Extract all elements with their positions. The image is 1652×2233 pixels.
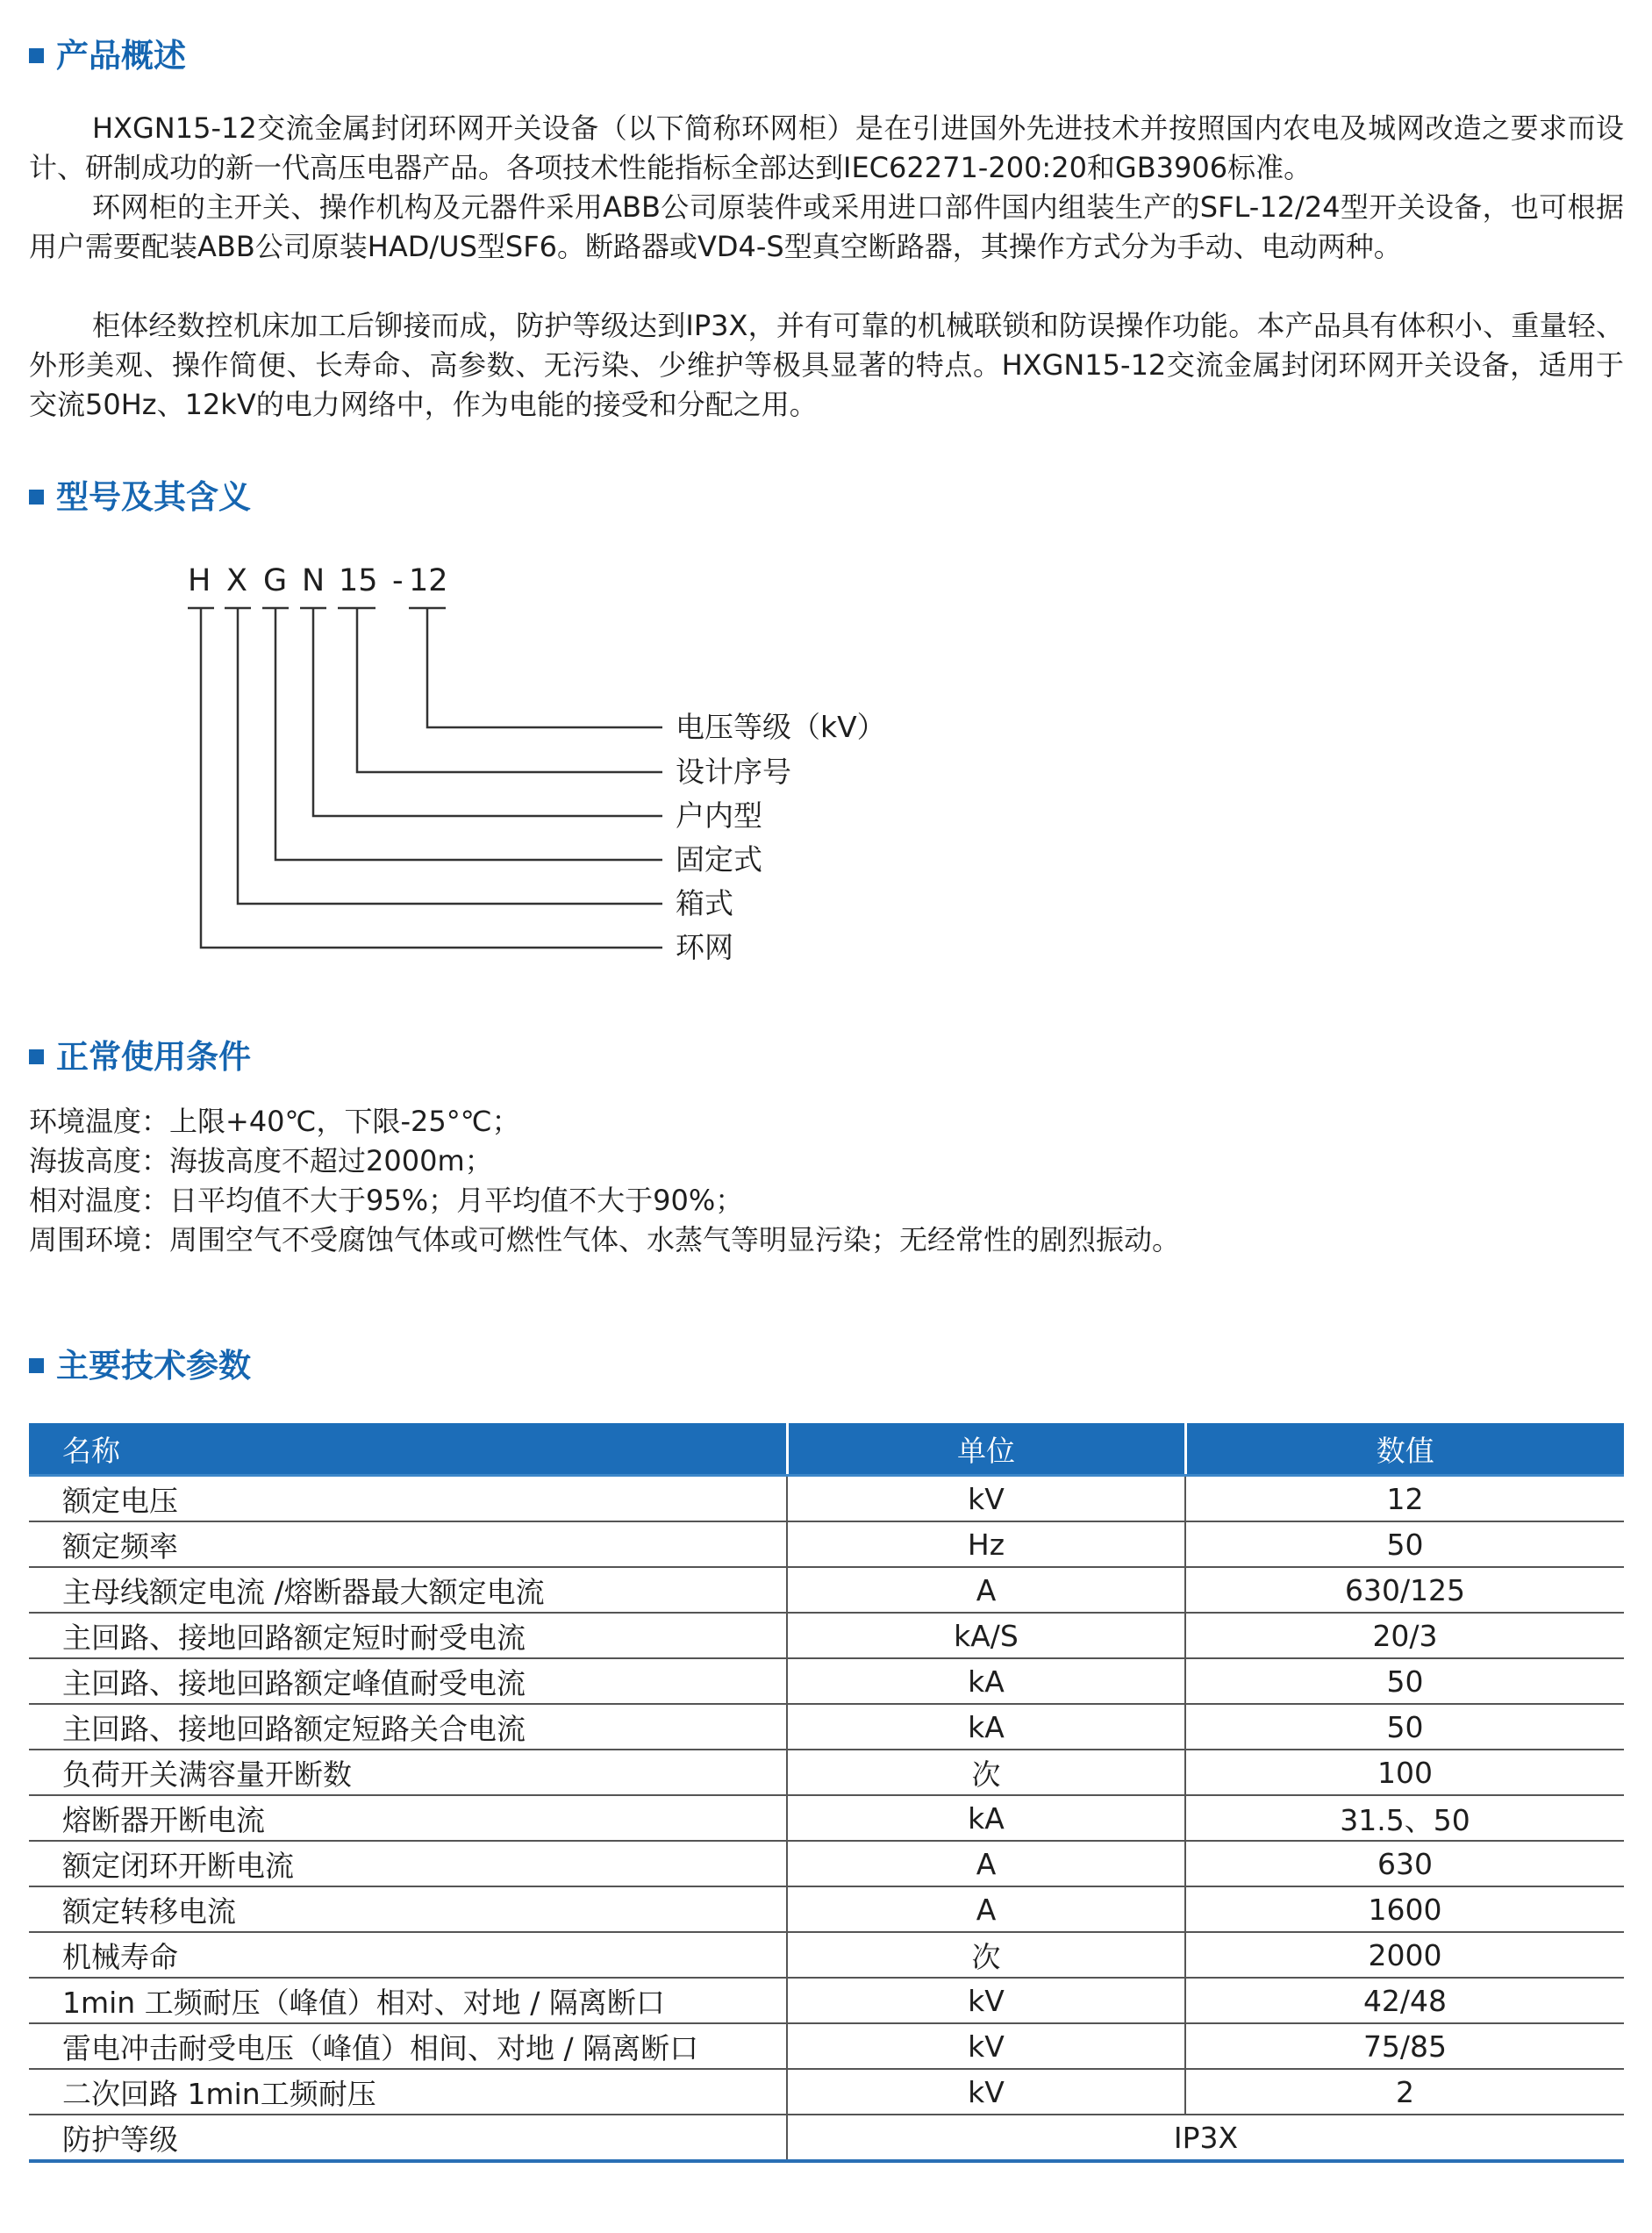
param-unit: A — [787, 1567, 1185, 1613]
param-value: 50 — [1185, 1521, 1624, 1567]
section-heading-conditions: 正常使用条件 — [29, 1038, 251, 1077]
param-name: 雷电冲击耐受电压（峰值）相间、对地 / 隔离断口 — [29, 2023, 787, 2069]
table-row — [29, 2115, 1624, 2161]
table-row — [29, 1750, 1624, 1795]
param-unit: Hz — [787, 1521, 1185, 1567]
model-letter: X — [226, 563, 247, 598]
table-row — [29, 1613, 1624, 1658]
table-row — [29, 1521, 1624, 1567]
param-name: 1min 工频耐压（峰值）相对、对地 / 隔离断口 — [29, 1978, 787, 2023]
model-letter: N — [302, 563, 325, 598]
condition-altitude: 海拔高度：海拔高度不超过2000m； — [29, 1144, 493, 1177]
model-letter: G — [263, 563, 288, 598]
param-value: 50 — [1185, 1704, 1624, 1750]
table-row — [29, 1795, 1624, 1841]
param-value: 1600 — [1185, 1886, 1624, 1932]
param-unit: 次 — [787, 1932, 1185, 1978]
param-name: 额定闭环开断电流 — [29, 1841, 787, 1886]
param-value: 50 — [1185, 1658, 1624, 1704]
param-name: 机械寿命 — [29, 1932, 787, 1978]
table-row — [29, 1841, 1624, 1886]
model-meaning-box: 箱式 — [676, 886, 733, 920]
param-unit: A — [787, 1886, 1185, 1932]
param-name: 主回路、接地回路额定峰值耐受电流 — [29, 1658, 787, 1704]
table-row — [29, 1932, 1624, 1978]
param-unit: kA — [787, 1658, 1185, 1704]
param-value: 75/85 — [1185, 2023, 1624, 2069]
param-name: 熔断器开断电流 — [29, 1795, 787, 1841]
param-value: 31.5、50 — [1185, 1795, 1624, 1841]
model-meaning-design: 设计序号 — [676, 755, 791, 789]
model-dash: - — [392, 563, 404, 598]
table-row — [29, 1476, 1624, 1522]
model-voltage: 12 — [409, 563, 448, 598]
param-value: IP3X — [787, 2115, 1624, 2161]
param-name: 主母线额定电流 /熔断器最大额定电流 — [29, 1567, 787, 1613]
condition-temperature: 环境温度：上限+40℃，下限-25°℃； — [29, 1105, 520, 1138]
param-name: 主回路、接地回路额定短时耐受电流 — [29, 1613, 787, 1658]
header-name: 名称 — [29, 1423, 787, 1476]
param-unit: kV — [787, 2023, 1185, 2069]
section-heading-overview: 产品概述 — [29, 37, 186, 75]
param-value: 2 — [1185, 2069, 1624, 2115]
param-unit: kV — [787, 1476, 1185, 1522]
header-value: 数值 — [1185, 1423, 1624, 1476]
param-unit: 次 — [787, 1750, 1185, 1795]
param-unit: kA/S — [787, 1613, 1185, 1658]
param-name: 主回路、接地回路额定短路关合电流 — [29, 1704, 787, 1750]
param-value: 2000 — [1185, 1932, 1624, 1978]
table-row — [29, 2023, 1624, 2069]
model-connector-lines — [0, 0, 1652, 983]
model-letter: H — [188, 563, 211, 598]
table-row — [29, 1658, 1624, 1704]
param-name: 额定转移电流 — [29, 1886, 787, 1932]
param-unit: kV — [787, 2069, 1185, 2115]
condition-humidity: 相对温度：日平均值不大于95%；月平均值不大于90%； — [29, 1184, 744, 1217]
table-header-row — [29, 1423, 1624, 1476]
model-meaning-ring: 环网 — [676, 930, 733, 964]
table-row — [29, 2069, 1624, 2115]
table-row — [29, 1978, 1624, 2023]
overview-paragraph-2: 环网柜的主开关、操作机构及元器件采用ABB公司原装件或采用进口部件国内组装生产的SFL-12/24型开关设备，也可根据用户需要配装ABB公司原装HAD/US型SF6。断路器或VD4-S型真空断路器，其操作方式分为手动、电动两种。 — [29, 190, 1624, 263]
param-value: 630 — [1185, 1841, 1624, 1886]
params-table — [29, 1423, 1624, 2163]
table-row — [29, 1704, 1624, 1750]
param-name: 负荷开关满容量开断数 — [29, 1750, 787, 1795]
param-name: 额定电压 — [29, 1476, 787, 1522]
model-meaning-indoor: 户内型 — [676, 798, 762, 833]
param-value: 100 — [1185, 1750, 1624, 1795]
param-unit: A — [787, 1841, 1185, 1886]
table-row — [29, 1886, 1624, 1932]
param-value: 20/3 — [1185, 1613, 1624, 1658]
section-heading-model: 型号及其含义 — [29, 478, 251, 517]
param-unit: kA — [787, 1704, 1185, 1750]
param-name: 防护等级 — [29, 2115, 787, 2161]
condition-environment: 周围环境：周围空气不受腐蚀气体或可燃性气体、水蒸气等明显污染；无经常性的剧烈振动。 — [29, 1223, 1181, 1256]
param-value: 630/125 — [1185, 1567, 1624, 1613]
overview-paragraph-1: HXGN15-12交流金属封闭环网开关设备（以下简称环网柜）是在引进国外先进技术并按照国内农电及城网改造之要求而设计、研制成功的新一代高压电器产品。各项技术性能指标全部达到IEC62271-200:20和GB3906标准。 — [29, 111, 1624, 184]
param-value: 12 — [1185, 1476, 1624, 1522]
model-meaning-voltage: 电压等级（kV） — [676, 710, 886, 744]
param-name: 二次回路 1min工频耐压 — [29, 2069, 787, 2115]
section-heading-params: 主要技术参数 — [29, 1347, 251, 1385]
param-unit: kA — [787, 1795, 1185, 1841]
header-unit: 单位 — [787, 1423, 1185, 1476]
param-value: 42/48 — [1185, 1978, 1624, 2023]
model-meaning-fixed: 固定式 — [676, 842, 762, 877]
square-bullet-icon — [29, 1358, 44, 1373]
table-row — [29, 1567, 1624, 1613]
param-unit: kV — [787, 1978, 1185, 2023]
model-design-number: 15 — [339, 563, 378, 598]
overview-paragraph-3: 柜体经数控机床加工后铆接而成，防护等级达到IP3X，并有可靠的机械联锁和防误操作功能。本产品具有体积小、重量轻、外形美观、操作简便、长寿命、高参数、无污染、少维护等极具显著的特点。HXGN15-12交流金属封闭环网开关设备，适用于交流50Hz、12kV的电力网络中，作为电能的接受和分配之用。 — [29, 309, 1624, 421]
param-name: 额定频率 — [29, 1521, 787, 1567]
square-bullet-icon — [29, 1049, 44, 1064]
